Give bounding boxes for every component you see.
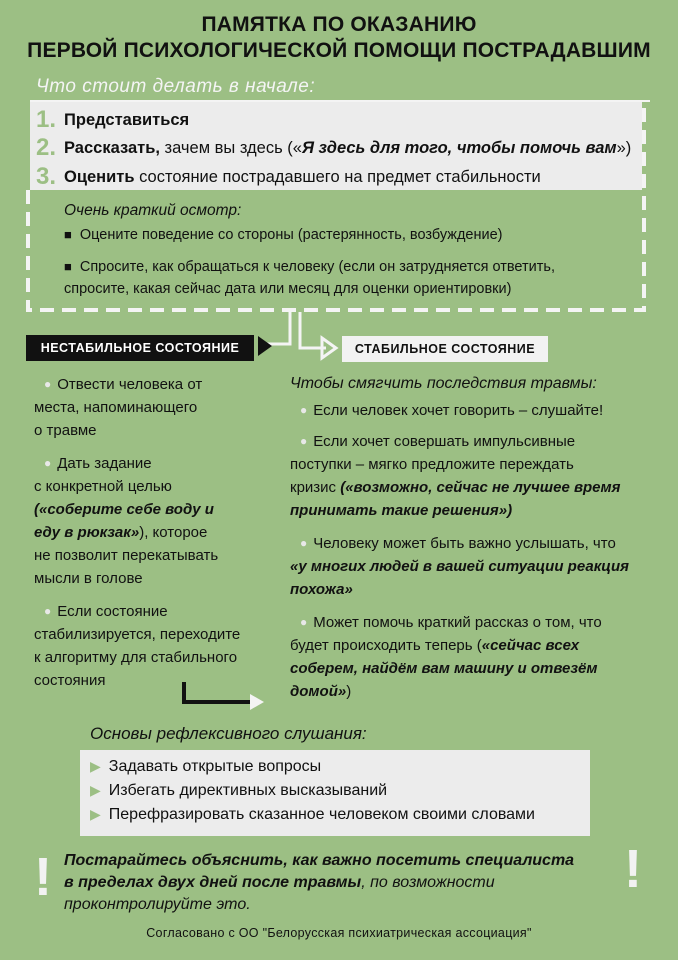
dashed-frame (0, 0, 678, 380)
footer: Согласовано с ОО "Белорусская психиатрическая ассоциация" (146, 926, 532, 940)
reflexive-item (90, 758, 321, 776)
list-item-cont: не позволит перекатывать (34, 547, 219, 564)
list-item-cont: поступки – мягко предложите переждать (290, 456, 574, 473)
quote-part: еду в рюкзак» (34, 524, 140, 541)
unstable-list (34, 373, 274, 692)
list-item-cont: («соберите себе воду и (34, 501, 214, 518)
list-item: ● Может помочь краткий рассказ о том, что (290, 611, 660, 634)
final-part-3: , по возможности (361, 874, 495, 891)
list-item-cont: места, напоминающего (34, 399, 198, 416)
step-quote: Я здесь для того, чтобы помочь вам (301, 139, 617, 157)
step-number: 1. (36, 106, 57, 133)
text-part: ) (346, 683, 352, 700)
list-item: ● Если хочет совершать импульсивные (290, 430, 660, 453)
list-item-cont (290, 476, 660, 499)
list-item: ● Если человек хочет говорить – слушайте! (290, 399, 660, 422)
final-part-4: проконтролируйте это. (64, 896, 251, 913)
list-item: ● Если состояние (34, 600, 274, 623)
unstable-state-label: НЕСТАБИЛЬНОЕ СОСТОЯНИЕ (26, 335, 254, 361)
step-bold: Рассказать, (64, 139, 160, 157)
reflexive-item-label: Задавать открытые вопросы (108, 758, 322, 775)
list-item-cont: с конкретной целью (34, 478, 172, 495)
reflexive-item (90, 806, 535, 824)
list-item-cont: к алгоритму для стабильного (34, 649, 238, 666)
brief-item: ■ Оцените поведение со стороны (растерянность, возбуждение) (64, 224, 502, 246)
triangle-icon: ▶ (90, 782, 101, 798)
reflexive-title: Основы рефлексивного слушания: (90, 724, 367, 743)
list-item-cont: мысли в голове (34, 570, 143, 587)
step-text: состояние пострадавшего на предмет стабильности (134, 168, 541, 186)
list-item-cont: принимать такие решения») (290, 502, 513, 519)
list-item-cont: похожа» (290, 581, 353, 598)
stable-list (290, 372, 660, 703)
step-bold: Оценить (64, 168, 135, 186)
final-part-1: Постарайтесь объяснить, как важно посетить специалиста (64, 852, 575, 869)
triangle-icon: ▶ (90, 758, 101, 774)
quote-part: домой» (290, 683, 347, 700)
final-part-2: в пределах двух дней после травмы (64, 874, 362, 891)
stable-state-label: СТАБИЛЬНОЕ СОСТОЯНИЕ (342, 336, 548, 362)
list-item: ● Человеку может быть важно услышать, что (290, 532, 660, 555)
exclamation-icon: ! (624, 839, 642, 899)
step-bold: Представиться (64, 111, 190, 129)
quote-part: («возможно, сейчас не лучшее время (340, 479, 621, 496)
list-item-cont (290, 634, 660, 657)
stable-heading: Чтобы смягчить последствия травмы: (290, 375, 597, 392)
brief-item: ■ Спросите, как обращаться к человеку (если он затрудняется ответить, (64, 256, 555, 278)
text-part: ), которое (139, 524, 208, 541)
list-item-cont: состояния (34, 672, 106, 689)
list-item-cont: «у многих людей в вашей ситуации реакция (290, 558, 629, 575)
quote-part: «сейчас всех (481, 637, 580, 654)
title-line-2: ПЕРВОЙ ПСИХОЛОГИЧЕСКОЙ ПОМОЩИ ПОСТРАДАВШИМ (27, 39, 651, 62)
corner-arrow (180, 680, 280, 710)
exclamation-icon: ! (34, 847, 52, 907)
reflexive-item (90, 782, 387, 800)
list-item: ● Дать задание (34, 452, 274, 475)
step-end: ») (616, 139, 632, 157)
step-number: 3. (36, 163, 57, 190)
text-part: кризис (290, 479, 337, 496)
brief-title: Очень краткий осмотр: (64, 202, 242, 219)
step-text: зачем вы здесь (« (159, 139, 302, 157)
arrow-left (258, 336, 272, 356)
text-part: будет происходить теперь ( (290, 637, 482, 654)
brief-item-cont: спросите, какая сейчас дата или месяц для оценки ориентировки) (64, 281, 512, 297)
list-item-cont: о травме (34, 422, 97, 439)
reflexive-item-label: Перефразировать сказанное человеком своими словами (108, 806, 535, 823)
list-item-cont (34, 521, 274, 544)
list-item-cont: стабилизируется, переходите (34, 626, 241, 643)
triangle-icon: ▶ (90, 806, 101, 822)
list-item-cont: соберем, найдём вам машину и отвезём (290, 660, 598, 677)
list-item-cont (290, 680, 660, 703)
reflexive-item-label: Избегать директивных высказываний (108, 782, 388, 799)
start-label: Что стоит делать в начале: (36, 76, 316, 97)
final-note (64, 850, 624, 916)
list-item: ● Отвести человека от (34, 373, 274, 396)
title-line-1: ПАМЯТКА ПО ОКАЗАНИЮ (201, 13, 477, 36)
step-number: 2. (36, 134, 57, 161)
